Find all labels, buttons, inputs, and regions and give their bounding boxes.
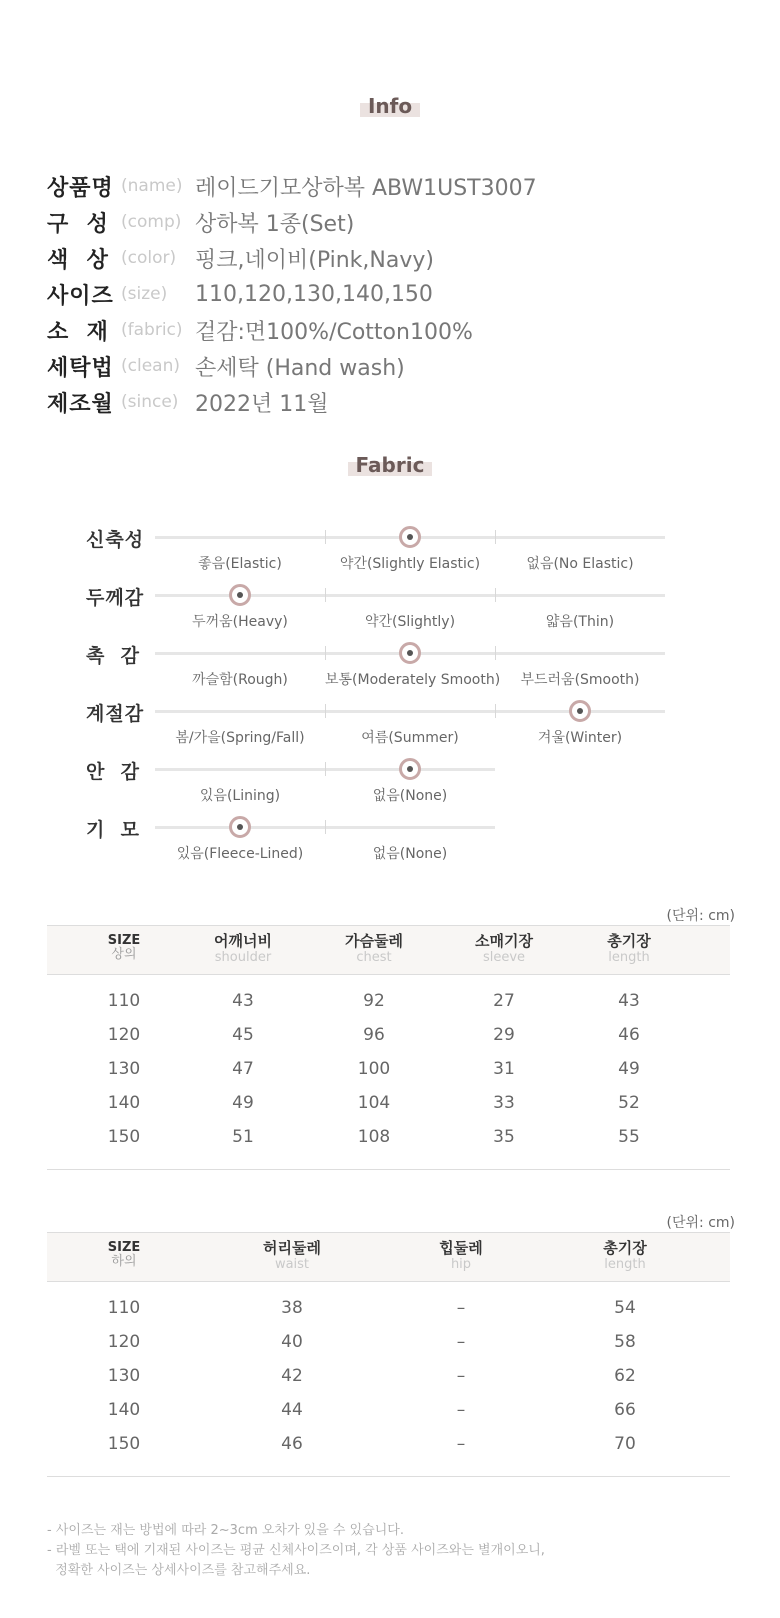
column-header [603,1240,646,1272]
column-header-ko: 어깨너비 [214,932,272,950]
fabric-option-label: 여름(Summer) [361,730,459,746]
column-header-en: sleeve [482,950,526,965]
table-cell: 150 [107,1434,141,1454]
fabric-selected-marker [229,584,251,606]
table-cell: 120 [107,1025,141,1045]
bottom-size-table [47,1232,730,1477]
fabric-option-label: 부드러움(Smooth) [520,672,640,688]
table-cell: 110 [107,991,141,1011]
fabric-scale-line [155,536,665,539]
fabric-scale-tick [325,588,326,602]
fabric-selected-marker [569,700,591,722]
fabric-option-label: 있음(Lining) [199,788,281,804]
table-cell: 47 [232,1059,254,1079]
fabric-scale-line [155,652,665,655]
info-row [47,312,537,348]
fabric-scale-tick [495,646,496,660]
table-cell: 51 [232,1127,254,1147]
info-key: 세탁법 [47,355,114,381]
table-cell: 46 [281,1434,303,1454]
fabric-selected-marker [399,758,421,780]
fabric-scale-line [155,710,665,713]
column-header-en: length [608,950,650,965]
info-value: 레이드기모상하복 ABW1UST3007 [195,175,537,201]
table-cell: 33 [493,1093,515,1113]
table-cell: 43 [232,991,254,1011]
info-row [47,348,537,384]
info-key-en: (since) [121,392,179,412]
info-value: 상하복 1종(Set) [195,211,355,237]
table-cell: 58 [614,1332,636,1352]
info-key-en: (comp) [121,212,182,232]
table-header [47,925,730,975]
fabric-scale-tick [495,588,496,602]
fabric-option-label: 좋음(Elastic) [198,556,282,572]
column-header-ko: 힙둘레 [439,1239,483,1257]
info-row [47,240,537,276]
table-cell: 49 [618,1059,640,1079]
table-cell: 130 [107,1366,141,1386]
table-cell: 108 [357,1127,391,1147]
column-header [345,933,403,965]
column-header-en: waist [274,1257,310,1272]
table-cell: 42 [281,1366,303,1386]
table-cell: 110 [107,1298,141,1318]
table-cell: 92 [363,991,385,1011]
table-cell: 40 [281,1332,303,1352]
fabric-option-label: 있음(Fleece-Lined) [176,846,304,862]
table-cell: 150 [107,1127,141,1147]
fabric-option-label: 두꺼움(Heavy) [192,614,288,630]
table-cell: 54 [614,1298,636,1318]
table-body [47,1282,730,1477]
top-size-table [47,925,730,1170]
bottom-table-unit: (단위: cm) [666,1215,735,1231]
fabric-option-label: 없음(None) [372,788,448,804]
column-header-ko: 소매기장 [475,932,533,950]
table-cell: 44 [281,1400,303,1420]
column-header-en: chest [356,950,392,965]
size-header-sub: 상의 [111,947,137,962]
table-cell: 45 [232,1025,254,1045]
column-header-ko: 가슴둘레 [345,932,403,950]
fabric-option-label: 약간(Slightly) [364,614,456,630]
table-cell: 96 [363,1025,385,1045]
fabric-label-fleece: 기 모 [86,819,140,841]
column-header-en: length [604,1257,646,1272]
column-header [214,933,272,965]
column-header [475,933,533,965]
column-header-ko: 총기장 [607,932,651,950]
fabric-scale-tick [325,646,326,660]
fabric-option-label: 보통(Moderately Smooth) [325,672,501,688]
info-key: 구 성 [47,211,109,237]
table-cell: 55 [618,1127,640,1147]
fabric-scale-tick [325,762,326,776]
fabric-scale-tick [325,820,326,834]
info-key-en: (size) [121,284,168,304]
fabric-scale-tick [495,530,496,544]
size-column-header [108,934,141,962]
table-cell: 66 [614,1400,636,1420]
table-cell: – [456,1366,466,1386]
size-header-label: SIZE [107,1240,141,1255]
fabric-label-lining: 안 감 [86,761,140,783]
info-key-en: (fabric) [121,320,183,340]
table-cell: 130 [107,1059,141,1079]
table-cell: 35 [493,1127,515,1147]
info-key: 소 재 [47,319,109,345]
fabric-option-label: 약간(Slightly Elastic) [339,556,481,572]
column-header [263,1240,321,1272]
fabric-option-label: 겨울(Winter) [537,730,623,746]
note-line: - 라벨 또는 택에 기재된 사이즈는 평균 신체사이즈이며, 각 상품 사이즈와는 별개이오니, [47,1543,545,1558]
column-header [607,933,650,965]
fabric-label-texture: 촉 감 [86,645,140,667]
size-column-header [108,1241,141,1269]
fabric-scale-tick [495,704,496,718]
fabric-scale-line [155,594,665,597]
column-header-ko: 총기장 [603,1239,647,1257]
table-cell: 27 [493,991,515,1011]
fabric-option-label: 봄/가을(Spring/Fall) [175,730,305,746]
table-cell: – [456,1400,466,1420]
column-header-en: hip [450,1257,472,1272]
info-row [47,168,537,204]
top-table-unit: (단위: cm) [666,908,735,924]
info-key: 상품명 [47,175,114,201]
size-header-label: SIZE [107,933,141,948]
table-cell: 120 [107,1332,141,1352]
table-cell: 31 [493,1059,515,1079]
table-cell: – [456,1332,466,1352]
fabric-scale-tick [325,530,326,544]
table-cell: – [456,1434,466,1454]
info-value: 겉감:면100%/Cotton100% [195,319,473,345]
info-title-text: Info [360,94,420,118]
column-header-ko: 허리둘레 [263,1239,321,1257]
column-header [439,1240,482,1272]
table-cell: 46 [618,1025,640,1045]
fabric-label-elasticity: 신축성 [86,529,145,551]
table-cell: 43 [618,991,640,1011]
fabric-label-thickness: 두께감 [86,587,145,609]
fabric-option-label: 없음(None) [372,846,448,862]
table-cell: 52 [618,1093,640,1113]
fabric-selected-marker [229,816,251,838]
note-line: - 사이즈는 재는 방법에 따라 2~3cm 오차가 있을 수 있습니다. [47,1523,404,1538]
note-line: 정확한 사이즈는 상세사이즈를 참고해주세요. [47,1563,311,1578]
info-key-en: (name) [121,176,183,196]
table-cell: 49 [232,1093,254,1113]
table-cell: 104 [357,1093,391,1113]
fabric-scale-tick [325,704,326,718]
size-notes [47,1521,545,1581]
table-cell: 62 [614,1366,636,1386]
fabric-option-label: 까슬함(Rough) [192,672,288,688]
size-header-sub: 하의 [111,1254,137,1269]
fabric-section-title [0,453,780,477]
fabric-option-label: 얇음(Thin) [545,614,615,630]
table-cell: 140 [107,1400,141,1420]
fabric-selected-marker [399,526,421,548]
info-row [47,384,537,420]
info-list [47,168,537,420]
table-cell: 100 [357,1059,391,1079]
info-row [47,276,537,312]
info-value: 2022년 11월 [195,391,329,417]
column-header-en: shoulder [214,950,272,965]
fabric-scale-line [155,826,495,829]
info-section-title [0,94,780,118]
fabric-title-text: Fabric [348,453,433,477]
table-cell: 38 [281,1298,303,1318]
table-header [47,1232,730,1282]
info-key: 색 상 [47,247,109,273]
info-value: 핑크,네이비(Pink,Navy) [195,247,434,273]
info-value: 손세탁 (Hand wash) [195,355,405,381]
table-cell: – [456,1298,466,1318]
info-key: 제조월 [47,391,114,417]
table-cell: 140 [107,1093,141,1113]
info-key-en: (color) [121,248,177,268]
fabric-label-season: 계절감 [86,703,145,725]
table-cell: 29 [493,1025,515,1045]
fabric-scale-line [155,768,495,771]
table-body [47,975,730,1170]
fabric-option-label: 없음(No Elastic) [526,556,634,572]
info-key-en: (clean) [121,356,180,376]
info-value: 110,120,130,140,150 [195,281,433,307]
info-row [47,204,537,240]
info-key: 사이즈 [47,283,114,309]
fabric-selected-marker [399,642,421,664]
table-cell: 70 [614,1434,636,1454]
